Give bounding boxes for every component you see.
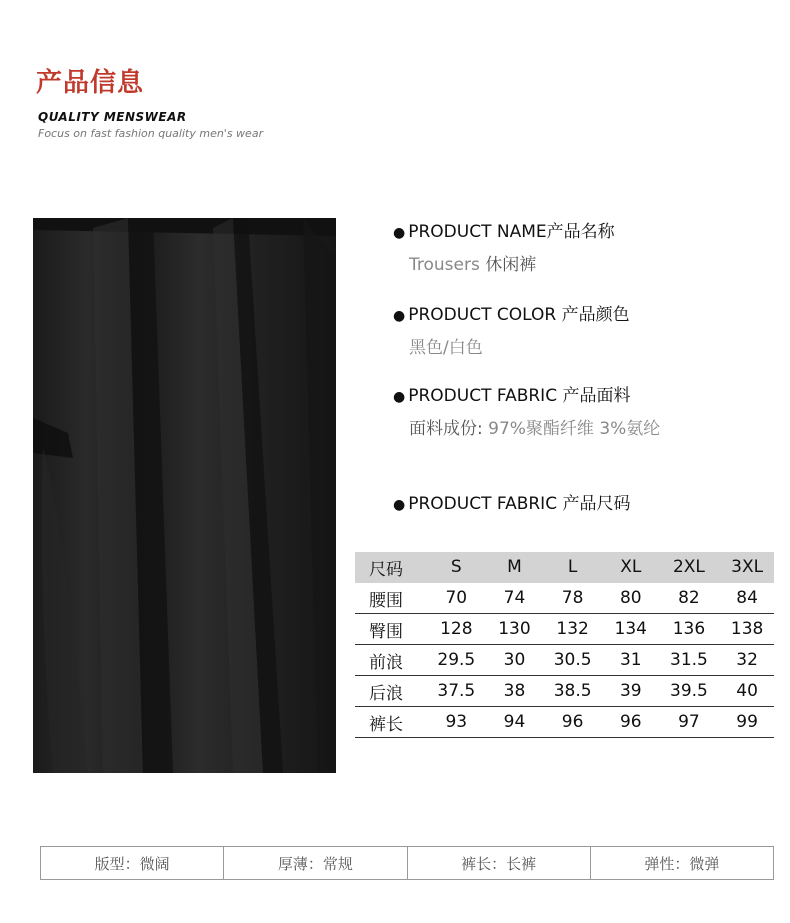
table-cell: 96 [604, 707, 658, 738]
table-cell: 30.5 [541, 645, 604, 676]
product-name-section [393, 217, 615, 275]
table-cell: 99 [720, 707, 774, 738]
table-cell: 74 [488, 583, 542, 614]
bullet-icon: ● [393, 389, 406, 405]
product-size-label: PRODUCT FABRIC 产品尺码 [408, 494, 631, 514]
table-row [355, 614, 774, 645]
table-header-cell: 尺码 [355, 552, 425, 583]
table-cell: 后浪 [355, 676, 425, 707]
product-fabric-label: PRODUCT FABRIC 产品面料 [408, 386, 631, 406]
table-cell: 前浪 [355, 645, 425, 676]
table-cell: 31 [604, 645, 658, 676]
table-row [355, 645, 774, 676]
table-cell: 130 [488, 614, 542, 645]
attribute-fit: 版型：微阔 [41, 847, 224, 879]
table-cell: 31.5 [658, 645, 721, 676]
brand-subtitle: Focus on fast fashion quality men's wear [38, 127, 264, 140]
table-cell: 84 [720, 583, 774, 614]
product-size-section [393, 489, 630, 514]
table-cell: 腰围 [355, 583, 425, 614]
table-cell: 38 [488, 676, 542, 707]
attribute-length: 裤长：长裤 [408, 847, 591, 879]
attribute-bar [40, 846, 774, 880]
product-fabric-section [393, 381, 660, 439]
table-cell: 134 [604, 614, 658, 645]
brand-tagline: QUALITY MENSWEAR [38, 110, 187, 124]
table-cell: 96 [541, 707, 604, 738]
table-cell: 136 [658, 614, 721, 645]
table-header-cell: M [488, 552, 542, 583]
attribute-thickness: 厚薄：常规 [224, 847, 407, 879]
bullet-icon: ● [393, 497, 406, 513]
table-cell: 39.5 [658, 676, 721, 707]
product-name-label: PRODUCT NAME产品名称 [408, 222, 615, 242]
table-cell: 93 [425, 707, 488, 738]
table-cell: 32 [720, 645, 774, 676]
bullet-icon: ● [393, 225, 406, 241]
product-color-label: PRODUCT COLOR 产品颜色 [408, 305, 630, 325]
table-header-cell: XL [604, 552, 658, 583]
size-chart-table [355, 552, 774, 738]
table-cell: 30 [488, 645, 542, 676]
table-cell: 37.5 [425, 676, 488, 707]
table-cell: 臀围 [355, 614, 425, 645]
attribute-elasticity: 弹性：微弹 [644, 854, 720, 873]
table-cell: 82 [658, 583, 721, 614]
table-cell: 39 [604, 676, 658, 707]
page-title: 产品信息 [36, 68, 145, 98]
table-cell: 132 [541, 614, 604, 645]
table-header-cell: 3XL [720, 552, 774, 583]
table-cell: 128 [425, 614, 488, 645]
product-color-section [393, 300, 630, 358]
bullet-icon: ● [393, 308, 406, 324]
table-cell: 29.5 [425, 645, 488, 676]
table-cell: 97 [658, 707, 721, 738]
table-header-cell: L [541, 552, 604, 583]
table-cell: 70 [425, 583, 488, 614]
table-cell: 40 [720, 676, 774, 707]
table-row [355, 707, 774, 738]
table-header-cell: 2XL [658, 552, 721, 583]
table-cell: 裤长 [355, 707, 425, 738]
table-header-cell: S [425, 552, 488, 583]
table-header-row [355, 552, 774, 583]
product-name-cn: 休闲裤 [485, 255, 537, 275]
product-color-value: 黑色/白色 [409, 338, 483, 358]
product-photo [33, 218, 336, 773]
table-cell: 80 [604, 583, 658, 614]
table-cell: 138 [720, 614, 774, 645]
fabric-value: 97%聚酯纤维 3%氨纶 [488, 419, 661, 439]
table-row [355, 583, 774, 614]
product-name-en: Trousers [409, 255, 480, 275]
trousers-closeup-image [33, 218, 336, 773]
table-cell: 94 [488, 707, 542, 738]
fabric-prefix: 面料成份: [409, 419, 483, 439]
table-row [355, 676, 774, 707]
table-cell: 38.5 [541, 676, 604, 707]
table-cell: 78 [541, 583, 604, 614]
